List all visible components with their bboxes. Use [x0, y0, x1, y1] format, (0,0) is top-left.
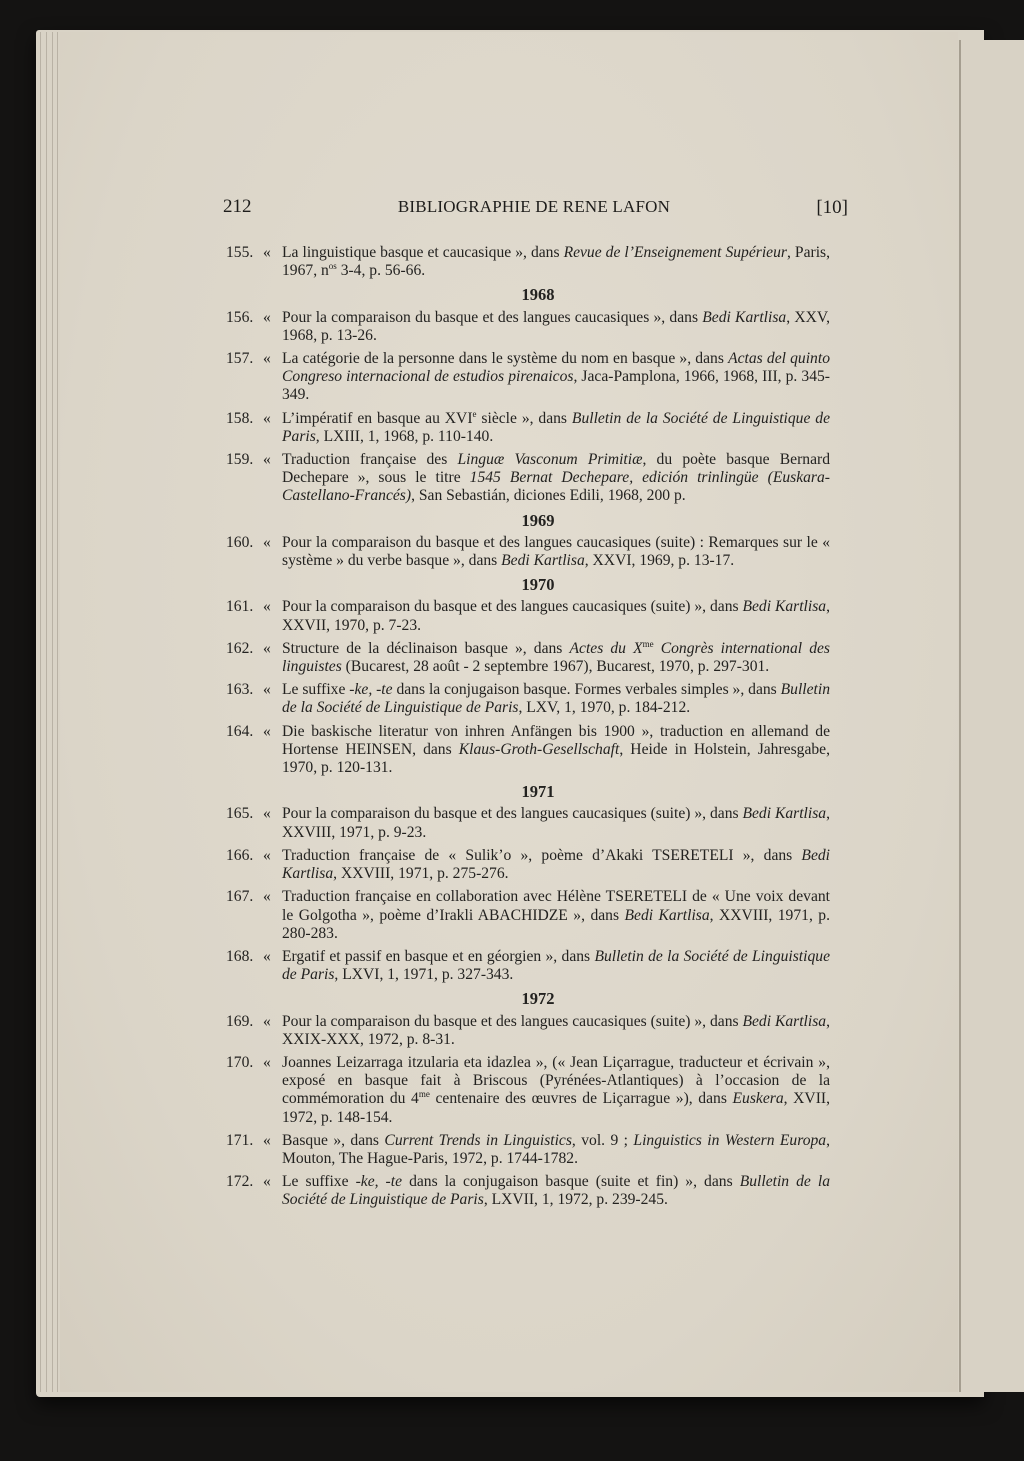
superscript: me	[418, 1089, 430, 1100]
italic-title: Current Trends in Linguistics	[384, 1131, 572, 1149]
entry-text: Traduction française des	[282, 451, 458, 469]
italic-title: Bulletin de la Société de Linguistique de Paris	[282, 409, 830, 445]
bibliography-entry	[226, 723, 830, 778]
open-quote: «	[263, 722, 271, 740]
open-quote: «	[263, 1053, 271, 1071]
bibliography-entry	[226, 681, 830, 717]
bibliography-entry	[226, 1054, 830, 1127]
entry-text: , Paris, 1967, n	[282, 244, 830, 280]
entry-text: centenaire des œuvres de Liçarrague »), dans	[429, 1090, 733, 1108]
bibliography-entry	[226, 1013, 830, 1049]
year-heading: 1972	[521, 989, 555, 1009]
italic-title: -ke, -te	[355, 1173, 403, 1191]
entry-text: , Heide in Holstein, Jahresgabe, 1970, p. 120-131.	[282, 740, 830, 777]
entry-text: Pour la comparaison du basque et des langues caucasiques (suite) », dans	[282, 1012, 743, 1030]
entry-number: 155.	[226, 244, 254, 261]
bibliography-entry	[226, 350, 830, 405]
italic-title: Actes du X	[569, 639, 643, 657]
entry-text: Traduction française en collaboration avec Hélène TSERETELI de « Une voix devant le Golgotha », poème d’Irakli ABACHIDZE », dans	[282, 888, 830, 924]
entry-text: , XXVIII, 1971, p. 9-23.	[282, 805, 830, 841]
bibliography-entry	[226, 888, 830, 943]
italic-title: Bedi Kartlisa	[742, 1012, 827, 1030]
entry-text: Ergatif et passif en basque et en géorgien », dans	[282, 947, 595, 965]
entry-text: L’impératif en basque au XVI	[282, 409, 473, 427]
entry-text: , LXVI, 1, 1971, p. 327-343.	[334, 966, 514, 984]
entry-text: , XXVII, 1970, p. 7-23.	[282, 598, 830, 634]
year-heading: 1969	[521, 510, 555, 530]
page-edge	[57, 32, 58, 1392]
open-quote: «	[263, 308, 271, 326]
italic-title: Linguæ Vasconum Primitiæ	[457, 451, 643, 469]
entry-text: , XVII, 1972, p. 148-154.	[282, 1090, 830, 1126]
entry-number: 164.	[226, 722, 254, 740]
italic-title: Bedi Kartlisa	[501, 552, 585, 570]
entry-text: La linguistique basque et caucasique », dans	[282, 244, 564, 261]
open-quote: «	[263, 1131, 271, 1149]
bibliography-entry	[226, 640, 830, 676]
open-quote: «	[263, 533, 271, 551]
year-heading: 1971	[521, 782, 555, 802]
entry-text: , XXVIII, 1971, p. 280-283.	[282, 906, 830, 942]
entry-text: Le suffixe	[282, 1173, 356, 1191]
entry-text: siècle », dans	[476, 409, 572, 427]
entry-number: 159.	[226, 451, 254, 469]
entry-text: Pour la comparaison du basque et des langues caucasiques », dans	[282, 308, 703, 326]
italic-title: 1545 Bernat Dechepare, edición trinlingüe (Euskara-Castellano-Francés)	[282, 469, 830, 505]
italic-title: Actas del quinto Congreso internacional de estudios pirenaicos	[282, 350, 830, 386]
entry-number: 158.	[226, 409, 254, 427]
entry-text: , LXIII, 1, 1968, p. 110-140.	[315, 427, 494, 445]
entry-text: , Mouton, The Hague-Paris, 1972, p. 1744-1782.	[282, 1131, 831, 1167]
entry-text: Pour la comparaison du basque et des langues caucasiques (suite) », dans	[282, 598, 743, 616]
entry-number: 157.	[226, 350, 254, 368]
bibliography-entry	[226, 1173, 830, 1209]
bibliography-entry	[226, 309, 830, 345]
entry-text: , XXV, 1968, p. 13-26.	[282, 308, 830, 344]
entry-number: 172.	[226, 1173, 254, 1191]
facing-page-edge	[959, 40, 1024, 1392]
entry-number: 166.	[226, 846, 254, 864]
entry-number: 162.	[226, 639, 254, 657]
bibliography-list	[226, 244, 830, 1215]
bibliography-entry	[226, 847, 830, 883]
year-heading: 1968	[521, 285, 555, 305]
italic-title: Bedi Kartlisa	[624, 906, 710, 924]
bibliography-entry	[226, 451, 830, 506]
italic-title: Bulletin de la Société de Linguistique de Paris	[282, 947, 830, 984]
page-number: 212	[223, 196, 252, 217]
entry-text: Pour la comparaison du basque et des langues caucasiques (suite) », dans	[282, 805, 743, 823]
open-quote: «	[263, 947, 271, 965]
entry-text: , vol. 9 ;	[571, 1131, 634, 1149]
entry-text: (Bucarest, 28 août - 2 septembre 1967), Bucarest, 1970, p. 297-301.	[341, 658, 770, 676]
bibliography-entry	[226, 534, 830, 570]
entry-number: 165.	[226, 805, 254, 823]
open-quote: «	[263, 350, 271, 368]
superscript: me	[642, 638, 654, 649]
entry-text: La catégorie de la personne dans le système du nom en basque », dans	[282, 350, 729, 368]
entry-text: Die baskische literatur von inhren Anfängen bis 1900 », traduction en allemand de Hortense HEINSEN, dans	[282, 722, 830, 758]
entry-text: Le suffixe	[282, 681, 350, 699]
italic-title: Bulletin de la Société de Linguistique de Paris	[282, 681, 831, 717]
italic-title: Congrès international des linguistes	[282, 639, 831, 676]
open-quote: «	[263, 451, 271, 469]
running-title: BIBLIOGRAPHIE DE RENE LAFON	[397, 197, 671, 216]
superscript: os	[328, 261, 337, 272]
entry-text: , LXV, 1, 1970, p. 184-212.	[518, 699, 691, 717]
entry-text: , Jaca-Pamplona, 1966, 1968, III, p. 345-349.	[282, 368, 830, 404]
open-quote: «	[263, 1012, 271, 1030]
year-heading: 1970	[521, 575, 555, 595]
entry-number: 169.	[226, 1012, 254, 1030]
italic-title: Revue de l’Enseignement Supérieur	[563, 244, 787, 261]
entry-text: Structure de la déclinaison basque », dans	[282, 639, 570, 657]
open-quote: «	[263, 888, 271, 906]
open-quote: «	[263, 805, 271, 823]
entry-text: 3-4, p. 56-66.	[336, 262, 426, 280]
bibliography-entry	[226, 410, 830, 446]
entry-text: Joannes Leizarraga itzularia eta idazlea », (« Jean Liçarrague, traducteur et écrivain », exposé en basque fait à Briscous (Pyrénées-Atlantiques) à l’occasion de la commémoration du 4	[282, 1053, 830, 1108]
page-edge	[46, 32, 47, 1392]
superscript: e	[472, 408, 477, 419]
entry-text: , LXVII, 1, 1972, p. 239-245.	[483, 1191, 668, 1209]
italic-title: Bedi Kartlisa	[742, 598, 827, 616]
italic-title: Bulletin de la Société de Linguistique de Paris	[282, 1173, 831, 1209]
entry-number: 167.	[226, 888, 254, 906]
open-quote: «	[263, 639, 271, 657]
page-edge	[40, 32, 41, 1392]
italic-title: Bedi Kartlisa	[702, 308, 787, 326]
entry-text: , du poète basque Bernard Dechepare », sous le titre	[282, 451, 830, 487]
entry-text: Traduction française de « Sulik’o », poème d’Akaki TSERETELI », dans	[282, 846, 802, 864]
open-quote: «	[263, 244, 271, 261]
open-quote: «	[263, 598, 271, 616]
bibliography-entry	[226, 805, 830, 841]
entry-text: , San Sebastián, diciones Edili, 1968, 200 p.	[411, 487, 686, 505]
section-marker: [10]	[816, 197, 848, 218]
open-quote: «	[263, 681, 271, 699]
bibliography-entry	[226, 1132, 830, 1168]
open-quote: «	[263, 1173, 271, 1191]
entry-number: 156.	[226, 308, 254, 326]
open-quote: «	[263, 846, 271, 864]
entry-number: 163.	[226, 681, 254, 699]
page-edge	[52, 32, 53, 1392]
italic-title: Bedi Kartlisa	[742, 805, 827, 823]
entry-text: dans la conjugaison basque (suite et fin) », dans	[402, 1173, 740, 1191]
bibliography-entry	[226, 598, 830, 634]
entry-number: 171.	[226, 1131, 254, 1149]
entry-text: dans la conjugaison basque. Formes verbales simples », dans	[392, 681, 781, 699]
italic-title: Bedi Kartlisa	[282, 846, 830, 883]
bibliography-entry	[226, 244, 830, 280]
open-quote: «	[263, 409, 271, 427]
entry-number: 168.	[226, 947, 254, 965]
entry-text: , XXIX-XXX, 1972, p. 8-31.	[282, 1012, 830, 1048]
entry-text: Pour la comparaison du basque et des langues caucasiques (suite) : Remarques sur le « système » du verbe basque », dans	[282, 533, 830, 570]
entry-number: 160.	[226, 533, 254, 551]
entry-text: , XXVI, 1969, p. 13-17.	[584, 552, 735, 570]
italic-title: Euskera	[732, 1090, 784, 1108]
entry-number: 170.	[226, 1053, 254, 1071]
italic-title: Linguistics in Western Europa	[633, 1131, 827, 1149]
italic-title: Klaus-Groth-Gesellschaft	[458, 740, 620, 758]
entry-text: Basque », dans	[282, 1131, 385, 1149]
bibliography-entry	[226, 948, 830, 984]
italic-title: -ke, -te	[349, 681, 393, 699]
entry-number: 161.	[226, 598, 254, 616]
entry-text: , XXVIII, 1971, p. 275-276.	[333, 865, 509, 883]
running-header	[220, 196, 848, 220]
